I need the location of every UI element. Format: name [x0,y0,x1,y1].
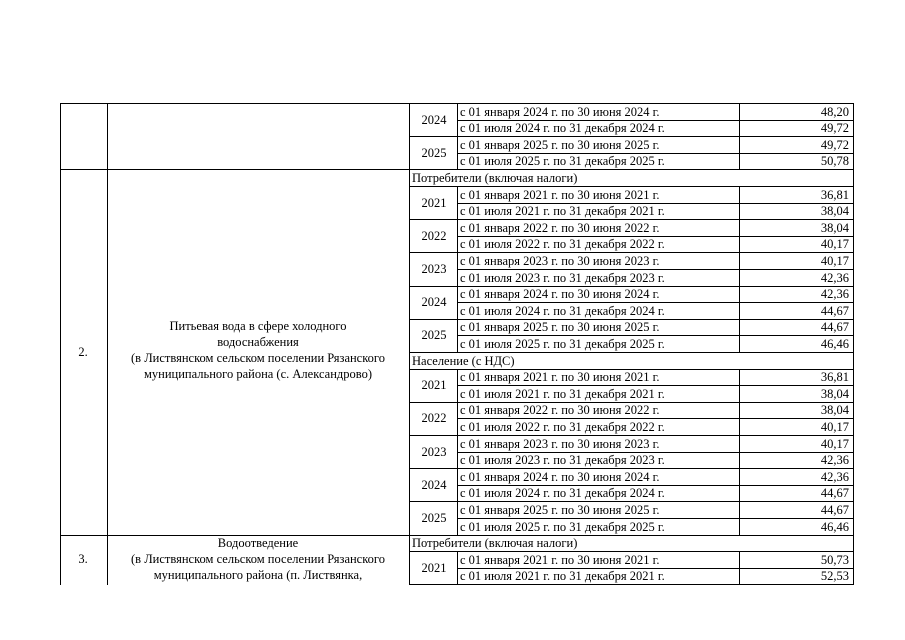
tariff-value: 36,81 [820,187,849,202]
tariff-value: 38,04 [820,386,849,401]
table-rule [409,584,854,585]
tariff-value: 46,46 [820,519,849,534]
service-name-line: Питьевая вода в сфере холодного [169,319,347,333]
tariff-value: 40,17 [820,237,849,252]
tariff-year: 2023 [421,444,447,459]
tariff-period: с 01 июля 2022 г. по 31 декабря 2022 г. [460,419,665,434]
tariff-period: с 01 июля 2023 г. по 31 декабря 2023 г. [460,270,665,285]
tariff-period: с 01 июля 2025 г. по 31 декабря 2025 г. [460,519,665,534]
table-rule [853,103,854,585]
tariff-period: с 01 июля 2025 г. по 31 декабря 2025 г. [460,154,665,169]
tariff-value: 42,36 [820,270,849,285]
tariff-period: с 01 января 2023 г. по 30 июня 2023 г. [460,253,660,268]
tariff-year: 2021 [421,560,447,575]
tariff-period: с 01 июля 2021 г. по 31 декабря 2021 г. [460,386,665,401]
tariff-value: 38,04 [820,220,849,235]
tariff-value: 44,67 [820,320,849,335]
tariff-period: с 01 июля 2023 г. по 31 декабря 2023 г. [460,453,665,468]
tariff-value: 52,53 [820,569,849,584]
consumer-group-header: Потребители (включая налоги) [412,536,578,551]
tariff-year: 2025 [421,328,447,343]
service-name-line: (в Листвянском сельском поселении Рязанского [131,552,385,567]
tariff-period: с 01 июля 2024 г. по 31 декабря 2024 г. [460,303,665,318]
tariff-period: с 01 января 2022 г. по 30 июня 2022 г. [460,403,660,418]
tariff-period: с 01 июля 2021 г. по 31 декабря 2021 г. [460,569,665,584]
tariff-period: с 01 июля 2022 г. по 31 декабря 2022 г. [460,237,665,252]
service-name-line: Водоотведение [217,536,299,551]
tariff-year: 2023 [421,262,447,276]
tariff-value: 50,78 [820,154,849,169]
tariff-year: 2021 [421,378,447,393]
tariff-period: с 01 июля 2024 г. по 31 декабря 2024 г. [460,486,665,501]
tariff-value: 42,36 [820,287,849,302]
tariff-value: 49,72 [820,137,849,152]
tariff-year: 2024 [421,295,447,310]
tariff-period: с 01 января 2022 г. по 30 июня 2022 г. [460,220,660,235]
tariff-period: с 01 января 2021 г. по 30 июня 2021 г. [460,552,660,567]
tariff-value: 40,17 [820,436,849,451]
tariff-value: 44,67 [820,502,849,517]
tariff-period: с 01 января 2024 г. по 30 июня 2024 г. [460,469,660,484]
tariff-period: с 01 января 2024 г. по 30 июня 2024 г. [460,104,660,119]
tariff-value: 46,46 [820,336,849,351]
service-name-line: муниципального района (п. Листвянка, [153,568,363,583]
consumer-group-header: Население (с НДС) [412,353,515,368]
tariff-year: 2025 [421,511,447,525]
tariff-value: 48,20 [820,104,849,119]
service-name-line: водоснабжения [217,335,299,349]
tariff-value: 38,04 [820,403,849,418]
tariff-period: с 01 января 2025 г. по 30 июня 2025 г. [460,137,660,152]
tariff-value: 40,17 [820,253,849,268]
tariff-value: 36,81 [820,370,849,385]
tariff-year: 2022 [421,228,447,243]
tariff-period: с 01 января 2021 г. по 30 июня 2021 г. [460,370,660,385]
tariff-value: 44,67 [820,486,849,501]
tariff-year: 2025 [421,145,447,160]
row-number: 2. [78,345,88,359]
row-number: 3. [78,551,88,566]
tariff-period: с 01 января 2025 г. по 30 июня 2025 г. [460,502,660,517]
consumer-group-header: Потребители (включая налоги) [412,170,578,185]
tariff-period: с 01 января 2025 г. по 30 июня 2025 г. [460,320,660,335]
tariff-value: 50,73 [820,552,849,567]
tariff-year: 2021 [421,195,447,210]
tariff-period: с 01 июля 2021 г. по 31 декабря 2021 г. [460,204,665,219]
tariff-value: 38,04 [820,204,849,219]
tariff-period: с 01 июля 2024 г. по 31 декабря 2024 г. [460,121,665,136]
tariff-period: с 01 июля 2025 г. по 31 декабря 2025 г. [460,336,665,351]
tariff-value: 40,17 [820,419,849,434]
tariff-year: 2024 [421,477,447,492]
tariff-year: 2022 [421,411,447,426]
tariff-year: 2024 [421,112,447,127]
tariff-period: с 01 января 2021 г. по 30 июня 2021 г. [460,187,660,202]
tariff-period: с 01 января 2024 г. по 30 июня 2024 г. [460,287,660,302]
service-name-line: (в Листвянском сельском поселении Рязанского [131,351,385,365]
tariff-value: 44,67 [820,303,849,318]
tariff-period: с 01 января 2023 г. по 30 июня 2023 г. [460,436,660,451]
tariff-value: 42,36 [820,469,849,484]
tariff-value: 49,72 [820,121,849,136]
service-name-line: муниципального района (с. Александрово) [144,367,372,381]
tariff-value: 42,36 [820,453,849,468]
